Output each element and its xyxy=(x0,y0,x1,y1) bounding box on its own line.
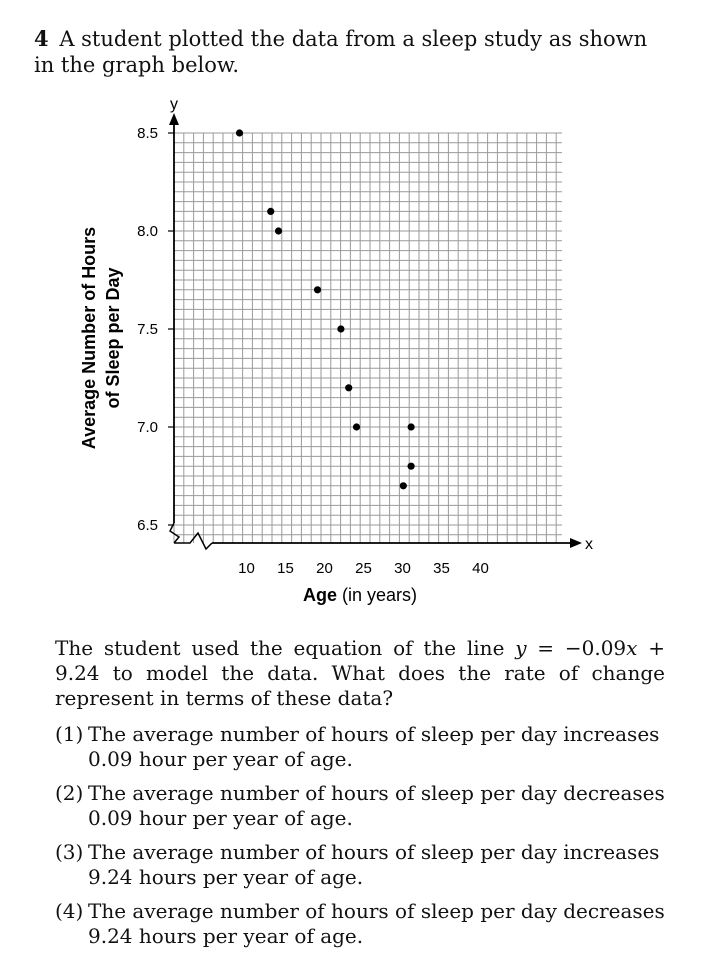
data-point xyxy=(345,384,352,391)
y-axis-label-line2: of Sleep per Day xyxy=(103,267,123,409)
y-axis-label-line1: Average Number of Hours xyxy=(79,226,99,450)
question-stem-text: A student plotted the data from a sleep study as shown in the graph below. xyxy=(34,27,648,77)
x-tick-label: 40 xyxy=(472,560,489,577)
data-point xyxy=(236,129,243,136)
answer-choice-2[interactable] xyxy=(55,781,667,831)
answer-choice-4[interactable] xyxy=(55,899,667,949)
x-tick-label: 35 xyxy=(433,560,450,577)
choice-text: The average number of hours of sleep per day decreases 9.24 hours per year of age. xyxy=(88,899,665,948)
choice-text: The average number of hours of sleep per day decreases 0.09 hour per year of age. xyxy=(88,781,665,830)
y-tick-label: 8.5 xyxy=(137,125,158,142)
prompt-text-post: + 9.24 to model the data. What does the rate of change represent in terms of these data? xyxy=(55,636,665,710)
chart-axes xyxy=(169,113,582,549)
choice-number: (2) xyxy=(55,781,84,805)
x-axis-label xyxy=(303,585,417,605)
x-tick-label: 20 xyxy=(316,560,333,577)
scatter-chart xyxy=(0,88,720,618)
choice-number: (4) xyxy=(55,899,84,923)
y-axis-name: y xyxy=(170,96,178,113)
data-point xyxy=(314,286,321,293)
y-tick-label: 8.0 xyxy=(137,223,158,240)
equation-variable-y: y xyxy=(515,636,527,660)
y-tick-label: 7.0 xyxy=(137,419,158,436)
equation-variable-x: x xyxy=(626,636,638,660)
answer-choice-3[interactable] xyxy=(55,840,667,890)
x-axis-break xyxy=(174,533,212,549)
answer-choices xyxy=(55,722,667,958)
x-tick-label: 10 xyxy=(238,560,255,577)
x-tick-label: 30 xyxy=(394,560,411,577)
x-axis-label-bold: Age xyxy=(302,585,337,605)
prompt-text-pre: The student used the equation of the line xyxy=(55,636,516,660)
chart-grid xyxy=(174,133,562,543)
data-point xyxy=(400,482,407,489)
x-axis-arrow xyxy=(570,538,582,548)
y-axis-arrow xyxy=(169,113,179,125)
data-point xyxy=(408,463,415,470)
y-tick-labels xyxy=(137,125,174,534)
question-stem xyxy=(34,26,674,78)
data-point xyxy=(408,423,415,430)
data-point xyxy=(267,208,274,215)
question-number: 4 xyxy=(34,26,49,51)
data-point xyxy=(275,227,282,234)
choice-number: (3) xyxy=(55,840,84,864)
x-tick-labels xyxy=(238,560,489,577)
choice-number: (1) xyxy=(55,722,84,746)
question-prompt xyxy=(55,636,665,711)
x-tick-label: 15 xyxy=(277,560,294,577)
y-tick-label: 7.5 xyxy=(137,321,158,338)
data-point xyxy=(353,423,360,430)
x-tick-label: 25 xyxy=(355,560,372,577)
y-tick-label: 6.5 xyxy=(137,517,158,534)
x-axis-label-units: (in years) xyxy=(337,585,418,605)
choice-text: The average number of hours of sleep per day increases 9.24 hours per year of age. xyxy=(88,840,660,889)
data-point xyxy=(337,325,344,332)
x-axis-name: x xyxy=(585,536,593,553)
equation-middle: = −0.09 xyxy=(526,636,627,660)
answer-choice-1[interactable] xyxy=(55,722,667,772)
choice-text: The average number of hours of sleep per day increases 0.09 hour per year of age. xyxy=(88,722,660,771)
